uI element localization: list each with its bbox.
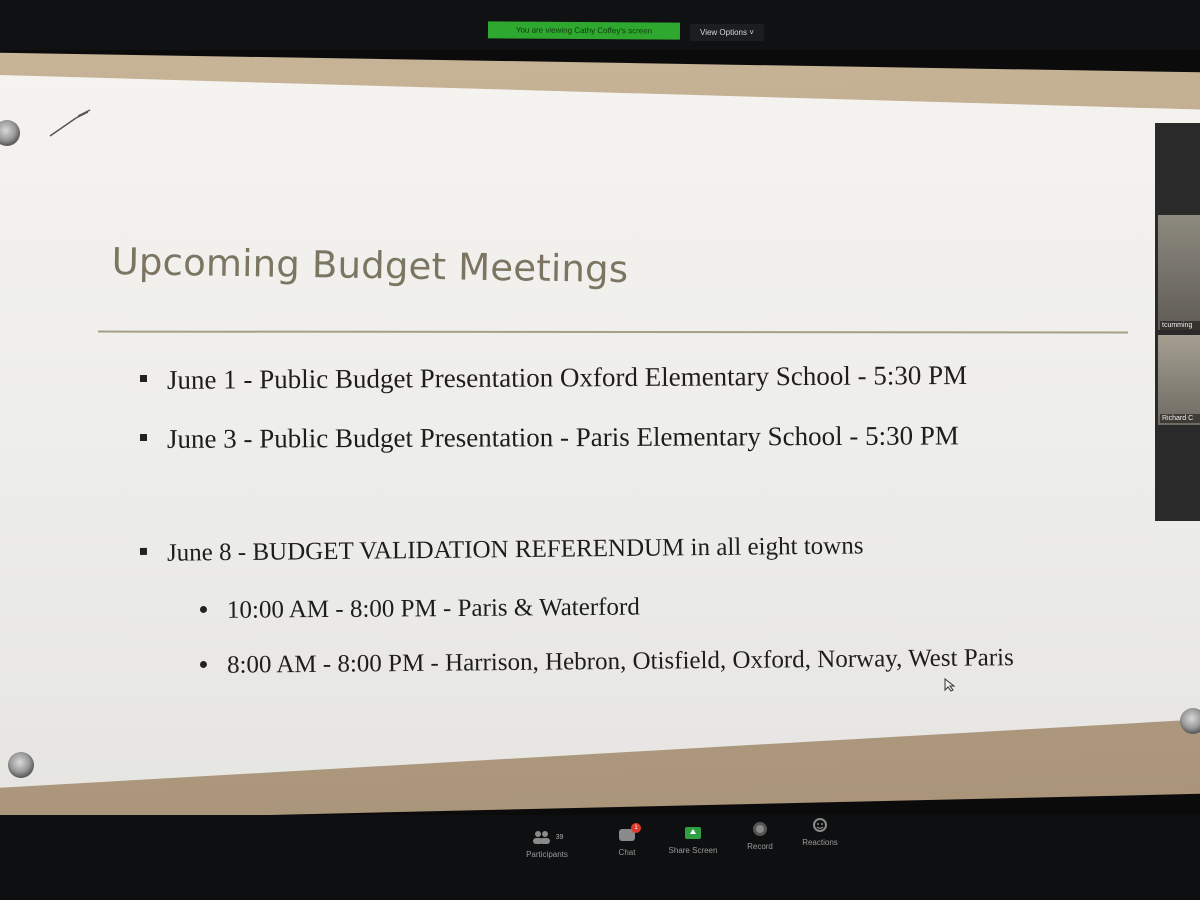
sub-bullet-text: 8:00 AM - 8:00 PM - Harrison, Hebron, Otisfield, Oxford, Norway, West Paris (226, 644, 1014, 679)
bullet-item (140, 360, 967, 396)
sub-bullet-text: 10:00 AM - 8:00 PM - Paris & Waterford (226, 593, 640, 624)
sub-bullet-item (200, 644, 1014, 680)
mouse-pointer-icon (944, 678, 956, 692)
record-icon (753, 822, 767, 836)
bullet-text: June 3 - Public Budget Presentation - Paris Elementary School - 5:30 PM (166, 420, 959, 454)
square-bullet-icon (140, 548, 147, 555)
share-screen-icon (685, 827, 701, 839)
square-bullet-icon (140, 434, 147, 441)
participants-button[interactable] (512, 828, 582, 859)
record-label: Record (747, 842, 773, 851)
board-pin-icon (1180, 708, 1200, 734)
bullet-item (140, 532, 864, 568)
participant-video-tile[interactable] (1158, 215, 1200, 330)
chat-label: Chat (618, 848, 636, 857)
participants-count: 39 (555, 833, 564, 841)
bullet-text: June 8 - BUDGET VALIDATION REFERENDUM in all eight towns (166, 532, 864, 567)
reactions-label: Reactions (802, 838, 838, 847)
participant-name-label: Richard C (1160, 414, 1200, 423)
participant-video-tile[interactable] (1158, 335, 1200, 425)
bullet-text: June 1 - Public Budget Presentation Oxford Elementary School - 5:30 PM (166, 359, 968, 395)
square-bullet-icon (140, 375, 147, 382)
chat-icon-wrap (592, 826, 662, 844)
view-options-button[interactable]: View Options ˅ (690, 24, 764, 41)
participant-name-label: tcumming (1160, 321, 1200, 330)
chat-bubble-icon (619, 825, 638, 841)
round-bullet-icon (200, 606, 207, 613)
share-screen-button[interactable] (658, 824, 728, 855)
viewing-screen-banner: You are viewing Cathy Coffey's screen (488, 21, 680, 39)
chat-button[interactable] (592, 826, 662, 857)
slide-title: Upcoming Budget Meetings (111, 240, 629, 292)
chat-unread-badge: 1 (631, 823, 641, 833)
smiley-icon (785, 816, 855, 834)
people-icon (512, 828, 582, 846)
board-pin-icon (8, 752, 34, 778)
sub-bullet-item (200, 594, 640, 625)
bullet-item (140, 420, 959, 455)
round-bullet-icon (200, 661, 207, 668)
share-screen-label: Share Screen (668, 846, 718, 855)
share-icon-wrap (658, 824, 728, 842)
participants-label: Participants (526, 850, 568, 859)
reactions-button[interactable] (785, 816, 855, 847)
